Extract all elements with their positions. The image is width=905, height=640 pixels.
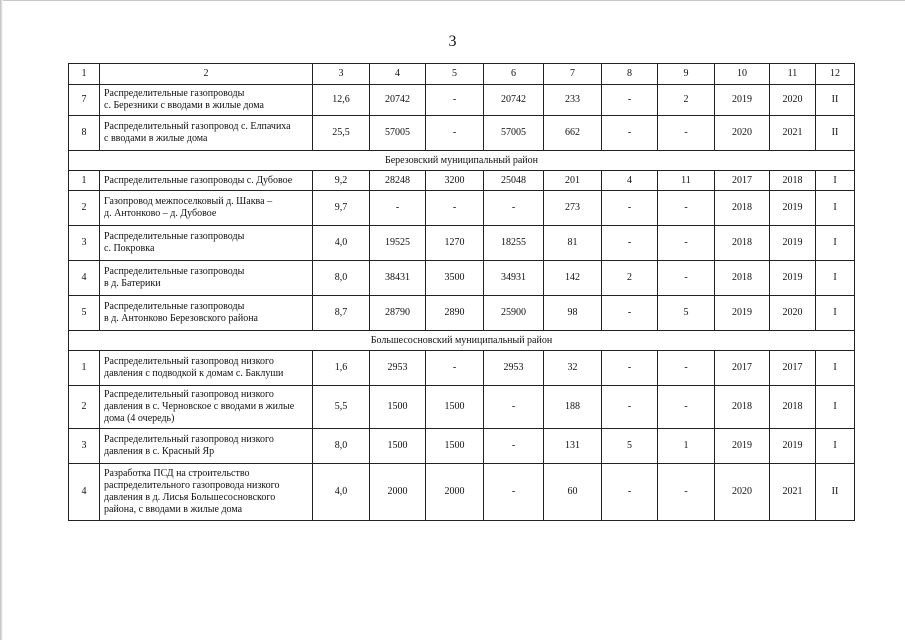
header-cell-2: 2 xyxy=(100,64,313,85)
start-year-cell: 2019 xyxy=(715,85,770,116)
households-cell: 273 xyxy=(544,191,602,226)
object-name-cell: Распределительный газопровод низкого давления с подводкой к домам с. Баклуши xyxy=(100,351,313,386)
total-cost-cell: 2000 xyxy=(370,464,426,521)
object-name-cell: Распределительные газопроводы в д. Батерики xyxy=(100,261,313,296)
households-cell: 201 xyxy=(544,171,602,191)
object-name-cell: Распределительный газопровод с. Елпачиха с вводами в жилые дома xyxy=(100,116,313,151)
cost-b-cell: 25048 xyxy=(484,171,544,191)
cost-a-cell: 1500 xyxy=(426,386,484,429)
start-year-cell: 2019 xyxy=(715,429,770,464)
col-8-cell: 4 xyxy=(602,171,658,191)
header-cell-3: 3 xyxy=(313,64,370,85)
cost-b-cell: 34931 xyxy=(484,261,544,296)
table-row xyxy=(69,296,855,331)
col-9-cell: - xyxy=(658,386,715,429)
end-year-cell: 2020 xyxy=(770,296,816,331)
households-cell: 60 xyxy=(544,464,602,521)
table-row xyxy=(69,351,855,386)
cost-a-cell: 2890 xyxy=(426,296,484,331)
header-cell-4: 4 xyxy=(370,64,426,85)
stage-cell: II xyxy=(816,85,855,116)
col-9-cell: - xyxy=(658,116,715,151)
total-cost-cell: 38431 xyxy=(370,261,426,296)
stage-cell: I xyxy=(816,351,855,386)
total-cost-cell: 28248 xyxy=(370,171,426,191)
length-cell: 5,5 xyxy=(313,386,370,429)
gas-pipeline-table xyxy=(68,63,855,521)
object-name-cell: Распределительные газопроводы с. Покровка xyxy=(100,226,313,261)
table-row xyxy=(69,429,855,464)
object-name-cell: Распределительные газопроводы с. Дубовое xyxy=(100,171,313,191)
length-cell: 4,0 xyxy=(313,464,370,521)
households-cell: 131 xyxy=(544,429,602,464)
header-cell-8: 8 xyxy=(602,64,658,85)
col-8-cell: 2 xyxy=(602,261,658,296)
start-year-cell: 2018 xyxy=(715,261,770,296)
col-8-cell: - xyxy=(602,85,658,116)
header-cell-9: 9 xyxy=(658,64,715,85)
table-row xyxy=(69,226,855,261)
length-cell: 8,0 xyxy=(313,261,370,296)
cost-a-cell: - xyxy=(426,85,484,116)
col-9-cell: 1 xyxy=(658,429,715,464)
object-name-cell: Распределительные газопроводы в д. Антонково Березовского района xyxy=(100,296,313,331)
table-row xyxy=(69,464,855,521)
col-9-cell: - xyxy=(658,464,715,521)
total-cost-cell: 2953 xyxy=(370,351,426,386)
cost-a-cell: 3200 xyxy=(426,171,484,191)
cost-b-cell: - xyxy=(484,386,544,429)
object-name-cell: Распределительные газопроводы с. Березники с вводами в жилые дома xyxy=(100,85,313,116)
col-9-cell: - xyxy=(658,351,715,386)
stage-cell: II xyxy=(816,464,855,521)
col-9-cell: 5 xyxy=(658,296,715,331)
col-9-cell: 11 xyxy=(658,171,715,191)
stage-cell: I xyxy=(816,226,855,261)
end-year-cell: 2020 xyxy=(770,85,816,116)
end-year-cell: 2021 xyxy=(770,464,816,521)
stage-cell: I xyxy=(816,191,855,226)
households-cell: 142 xyxy=(544,261,602,296)
col-8-cell: - xyxy=(602,191,658,226)
cost-a-cell: - xyxy=(426,116,484,151)
header-cell-5: 5 xyxy=(426,64,484,85)
cost-a-cell: 2000 xyxy=(426,464,484,521)
col-8-cell: - xyxy=(602,226,658,261)
col-8-cell: - xyxy=(602,386,658,429)
row-number-cell: 4 xyxy=(69,261,100,296)
start-year-cell: 2018 xyxy=(715,191,770,226)
stage-cell: I xyxy=(816,261,855,296)
stage-cell: I xyxy=(816,386,855,429)
start-year-cell: 2017 xyxy=(715,351,770,386)
col-8-cell: - xyxy=(602,464,658,521)
header-cell-12: 12 xyxy=(816,64,855,85)
row-number-cell: 4 xyxy=(69,464,100,521)
stage-cell: I xyxy=(816,429,855,464)
header-cell-6: 6 xyxy=(484,64,544,85)
length-cell: 9,2 xyxy=(313,171,370,191)
table-row xyxy=(69,171,855,191)
district-section-row xyxy=(69,331,855,351)
table-row xyxy=(69,116,855,151)
row-number-cell: 2 xyxy=(69,191,100,226)
start-year-cell: 2019 xyxy=(715,296,770,331)
object-name-cell: Распределительный газопровод низкого давления в с. Красный Яр xyxy=(100,429,313,464)
row-number-cell: 2 xyxy=(69,386,100,429)
total-cost-cell: 20742 xyxy=(370,85,426,116)
page-number: 3 xyxy=(448,33,457,50)
length-cell: 8,7 xyxy=(313,296,370,331)
row-number-cell: 1 xyxy=(69,171,100,191)
header-cell-1: 1 xyxy=(69,64,100,85)
row-number-cell: 8 xyxy=(69,116,100,151)
households-cell: 81 xyxy=(544,226,602,261)
col-8-cell: - xyxy=(602,116,658,151)
cost-b-cell: 2953 xyxy=(484,351,544,386)
row-number-cell: 1 xyxy=(69,351,100,386)
object-name-cell: Распределительный газопровод низкого давления в с. Черновское с вводами в жилые дома (4 очередь) xyxy=(100,386,313,429)
end-year-cell: 2021 xyxy=(770,116,816,151)
header-cell-10: 10 xyxy=(715,64,770,85)
end-year-cell: 2019 xyxy=(770,226,816,261)
scan-top-edge xyxy=(0,0,905,1)
cost-a-cell: - xyxy=(426,351,484,386)
start-year-cell: 2020 xyxy=(715,464,770,521)
col-8-cell: 5 xyxy=(602,429,658,464)
col-9-cell: - xyxy=(658,226,715,261)
district-title: Большесосновский муниципальный район xyxy=(69,331,855,351)
length-cell: 9,7 xyxy=(313,191,370,226)
start-year-cell: 2018 xyxy=(715,226,770,261)
table-row xyxy=(69,261,855,296)
length-cell: 8,0 xyxy=(313,429,370,464)
total-cost-cell: - xyxy=(370,191,426,226)
start-year-cell: 2020 xyxy=(715,116,770,151)
end-year-cell: 2017 xyxy=(770,351,816,386)
total-cost-cell: 28790 xyxy=(370,296,426,331)
cost-b-cell: 18255 xyxy=(484,226,544,261)
end-year-cell: 2019 xyxy=(770,261,816,296)
cost-b-cell: 57005 xyxy=(484,116,544,151)
col-8-cell: - xyxy=(602,296,658,331)
stage-cell: I xyxy=(816,296,855,331)
district-section-row xyxy=(69,151,855,171)
object-name-cell: Разработка ПСД на строительство распределительного газопровода низкого давления в д. Лисья Большесосновского района, с вводами в жилые дома xyxy=(100,464,313,521)
row-number-cell: 7 xyxy=(69,85,100,116)
cost-b-cell: - xyxy=(484,464,544,521)
col-8-cell: - xyxy=(602,351,658,386)
table-row xyxy=(69,85,855,116)
households-cell: 188 xyxy=(544,386,602,429)
cost-a-cell: 3500 xyxy=(426,261,484,296)
length-cell: 25,5 xyxy=(313,116,370,151)
households-cell: 98 xyxy=(544,296,602,331)
row-number-cell: 3 xyxy=(69,429,100,464)
end-year-cell: 2018 xyxy=(770,171,816,191)
stage-cell: I xyxy=(816,171,855,191)
cost-b-cell: 20742 xyxy=(484,85,544,116)
length-cell: 4,0 xyxy=(313,226,370,261)
row-number-cell: 3 xyxy=(69,226,100,261)
table-row xyxy=(69,386,855,429)
total-cost-cell: 1500 xyxy=(370,429,426,464)
col-9-cell: - xyxy=(658,261,715,296)
households-cell: 662 xyxy=(544,116,602,151)
row-number-cell: 5 xyxy=(69,296,100,331)
col-9-cell: - xyxy=(658,191,715,226)
object-name-cell: Газопровод межпоселковый д. Шаква – д. Антонково – д. Дубовое xyxy=(100,191,313,226)
cost-a-cell: 1500 xyxy=(426,429,484,464)
cost-a-cell: 1270 xyxy=(426,226,484,261)
col-9-cell: 2 xyxy=(658,85,715,116)
end-year-cell: 2019 xyxy=(770,191,816,226)
cost-b-cell: 25900 xyxy=(484,296,544,331)
district-title: Березовский муниципальный район xyxy=(69,151,855,171)
table-header-row xyxy=(69,64,855,85)
total-cost-cell: 57005 xyxy=(370,116,426,151)
households-cell: 233 xyxy=(544,85,602,116)
header-cell-11: 11 xyxy=(770,64,816,85)
length-cell: 12,6 xyxy=(313,85,370,116)
scan-left-edge xyxy=(0,0,3,640)
start-year-cell: 2018 xyxy=(715,386,770,429)
header-cell-7: 7 xyxy=(544,64,602,85)
households-cell: 32 xyxy=(544,351,602,386)
table-row xyxy=(69,191,855,226)
start-year-cell: 2017 xyxy=(715,171,770,191)
end-year-cell: 2018 xyxy=(770,386,816,429)
cost-b-cell: - xyxy=(484,191,544,226)
end-year-cell: 2019 xyxy=(770,429,816,464)
stage-cell: II xyxy=(816,116,855,151)
cost-b-cell: - xyxy=(484,429,544,464)
length-cell: 1,6 xyxy=(313,351,370,386)
table-body xyxy=(69,64,855,521)
total-cost-cell: 19525 xyxy=(370,226,426,261)
cost-a-cell: - xyxy=(426,191,484,226)
total-cost-cell: 1500 xyxy=(370,386,426,429)
